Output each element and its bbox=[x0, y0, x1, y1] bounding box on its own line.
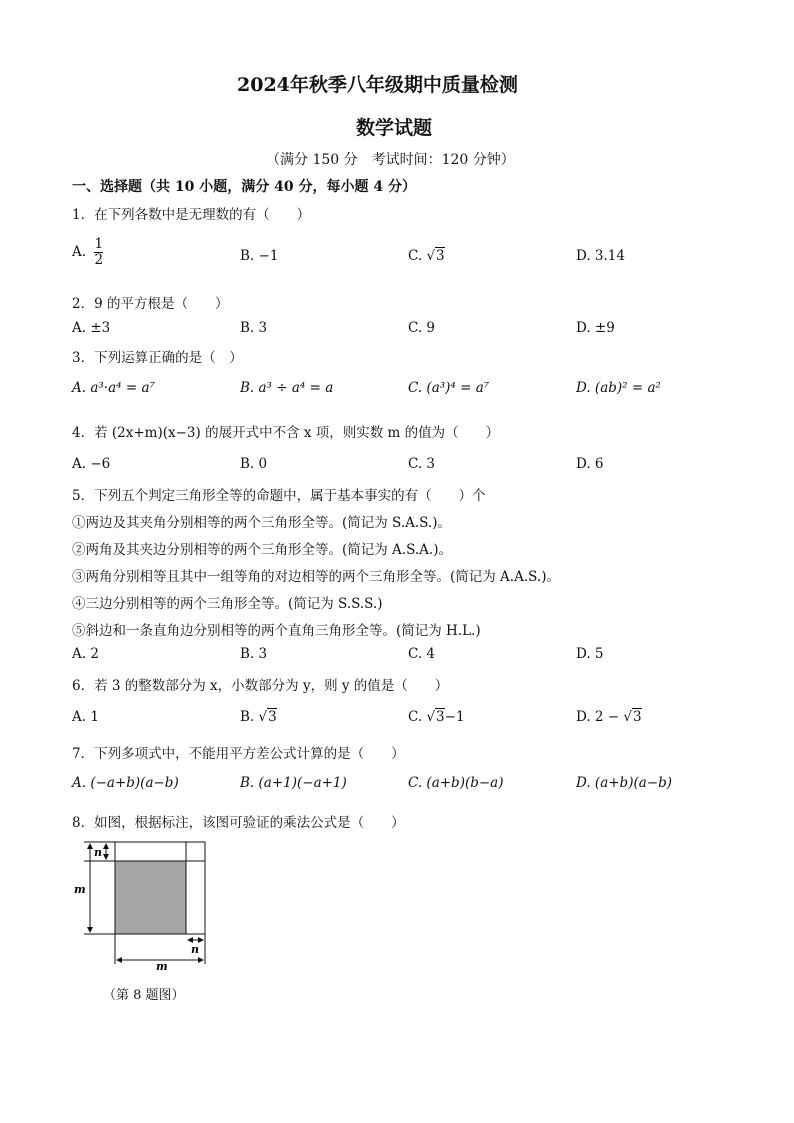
option-d: D. ±9 bbox=[576, 320, 615, 336]
list-item: ①两边及其夹角分别相等的两个三角形全等。(简记为 S.A.S.)。 bbox=[72, 515, 451, 531]
sqrt-radicand: 3 bbox=[268, 709, 277, 725]
option-b: B. a³ ÷ a⁴ = a bbox=[240, 380, 334, 396]
question-stem: 4．若 (2x+m)(x−3) 的展开式中不含 x 项，则实数 m 的值为（ ） bbox=[72, 425, 500, 441]
sqrt-radicand: 3 bbox=[633, 709, 642, 725]
list-item: ④三边分别相等的两个三角形全等。(简记为 S.S.S.) bbox=[72, 596, 383, 612]
question-stem: 2．9 的平方根是（ ） bbox=[72, 296, 229, 312]
option-a: A. ±3 bbox=[72, 320, 111, 336]
sqrt-symbol: √ bbox=[623, 709, 633, 725]
option-c: C. 9 bbox=[408, 320, 436, 336]
option-suffix: −1 bbox=[444, 709, 465, 725]
label-n-left: n bbox=[94, 846, 102, 859]
list-item: ③两角分别相等且其中一组等角的对边相等的两个三角形全等。(简记为 A.A.S.)。 bbox=[72, 569, 560, 585]
option-c: C. (a+b)(b−a) bbox=[408, 775, 504, 791]
option-c: C. (a³)⁴ = a⁷ bbox=[408, 380, 490, 396]
figure-8-diagram bbox=[70, 836, 220, 976]
option-a: A. −6 bbox=[72, 456, 111, 472]
label-m-bottom: m bbox=[156, 960, 168, 973]
option-b: B. 0 bbox=[240, 456, 268, 472]
sqrt-radicand: 3 bbox=[436, 248, 445, 264]
numerator: 1 bbox=[94, 236, 104, 252]
fraction bbox=[94, 237, 103, 268]
option-label: C. bbox=[408, 709, 427, 725]
label-n-right: n bbox=[191, 943, 199, 956]
page-subtitle: 数学试题 bbox=[356, 117, 433, 139]
option-d: D. 5 bbox=[576, 646, 604, 662]
option-a bbox=[72, 237, 103, 268]
option-d: D. 3.14 bbox=[576, 248, 625, 264]
option-label: D. 2 − bbox=[576, 709, 624, 725]
option-c bbox=[408, 248, 445, 264]
sqrt-radicand: 3 bbox=[436, 709, 445, 725]
question-stem: 1．在下列各数中是无理数的有（ ） bbox=[72, 207, 311, 223]
sqrt-symbol: √ bbox=[426, 248, 436, 264]
option-c bbox=[408, 709, 465, 725]
option-d: D. 6 bbox=[576, 456, 604, 472]
question-stem: 3．下列运算正确的是（ ） bbox=[72, 350, 243, 366]
sqrt-symbol: √ bbox=[258, 709, 268, 725]
option-c: C. 4 bbox=[408, 646, 436, 662]
list-item: ②两角及其夹边分别相等的两个三角形全等。(简记为 A.S.A.)。 bbox=[72, 542, 452, 558]
question-stem: 6．若 3 的整数部分为 x，小数部分为 y，则 y 的值是（ ） bbox=[72, 678, 449, 694]
question-stem: 7．下列多项式中，不能用平方差公式计算的是（ ） bbox=[72, 746, 405, 762]
question-stem: 8．如图，根据标注，该图可验证的乘法公式是（ ） bbox=[72, 815, 405, 831]
exam-meta: （满分 150 分 考试时间：120 分钟） bbox=[266, 152, 515, 168]
figure-caption: （第 8 题图） bbox=[103, 988, 185, 1003]
sqrt-symbol: √ bbox=[426, 709, 436, 725]
option-d: D. (ab)² = a² bbox=[576, 380, 661, 396]
option-label: B. bbox=[240, 709, 259, 725]
option-b: B. (a+1)(−a+1) bbox=[240, 775, 347, 791]
list-item: ⑤斜边和一条直角边分别相等的两个直角三角形全等。(简记为 H.L.) bbox=[72, 623, 481, 639]
option-label: A. bbox=[72, 244, 91, 260]
option-b: B. 3 bbox=[240, 320, 268, 336]
shaded-square bbox=[115, 861, 186, 934]
option-b: B. 3 bbox=[240, 646, 268, 662]
denominator: 2 bbox=[94, 252, 104, 268]
option-a: A. (−a+b)(a−b) bbox=[72, 775, 179, 791]
option-a: A. a³·a⁴ = a⁷ bbox=[72, 380, 155, 396]
option-c: C. 3 bbox=[408, 456, 436, 472]
option-a: A. 1 bbox=[72, 709, 99, 725]
option-d bbox=[576, 709, 642, 725]
option-a: A. 2 bbox=[72, 646, 99, 662]
option-b: B. −1 bbox=[240, 248, 279, 264]
option-label: C. bbox=[408, 248, 427, 264]
option-b bbox=[240, 709, 277, 725]
label-m-left: m bbox=[74, 883, 86, 896]
question-stem: 5．下列五个判定三角形全等的命题中，属于基本事实的有（ ）个 bbox=[72, 488, 486, 504]
option-d: D. (a+b)(a−b) bbox=[576, 775, 672, 791]
section-heading: 一、选择题（共 10 小题，满分 40 分，每小题 4 分） bbox=[72, 179, 416, 195]
page-title: 2024年秋季八年级期中质量检测 bbox=[237, 74, 518, 96]
